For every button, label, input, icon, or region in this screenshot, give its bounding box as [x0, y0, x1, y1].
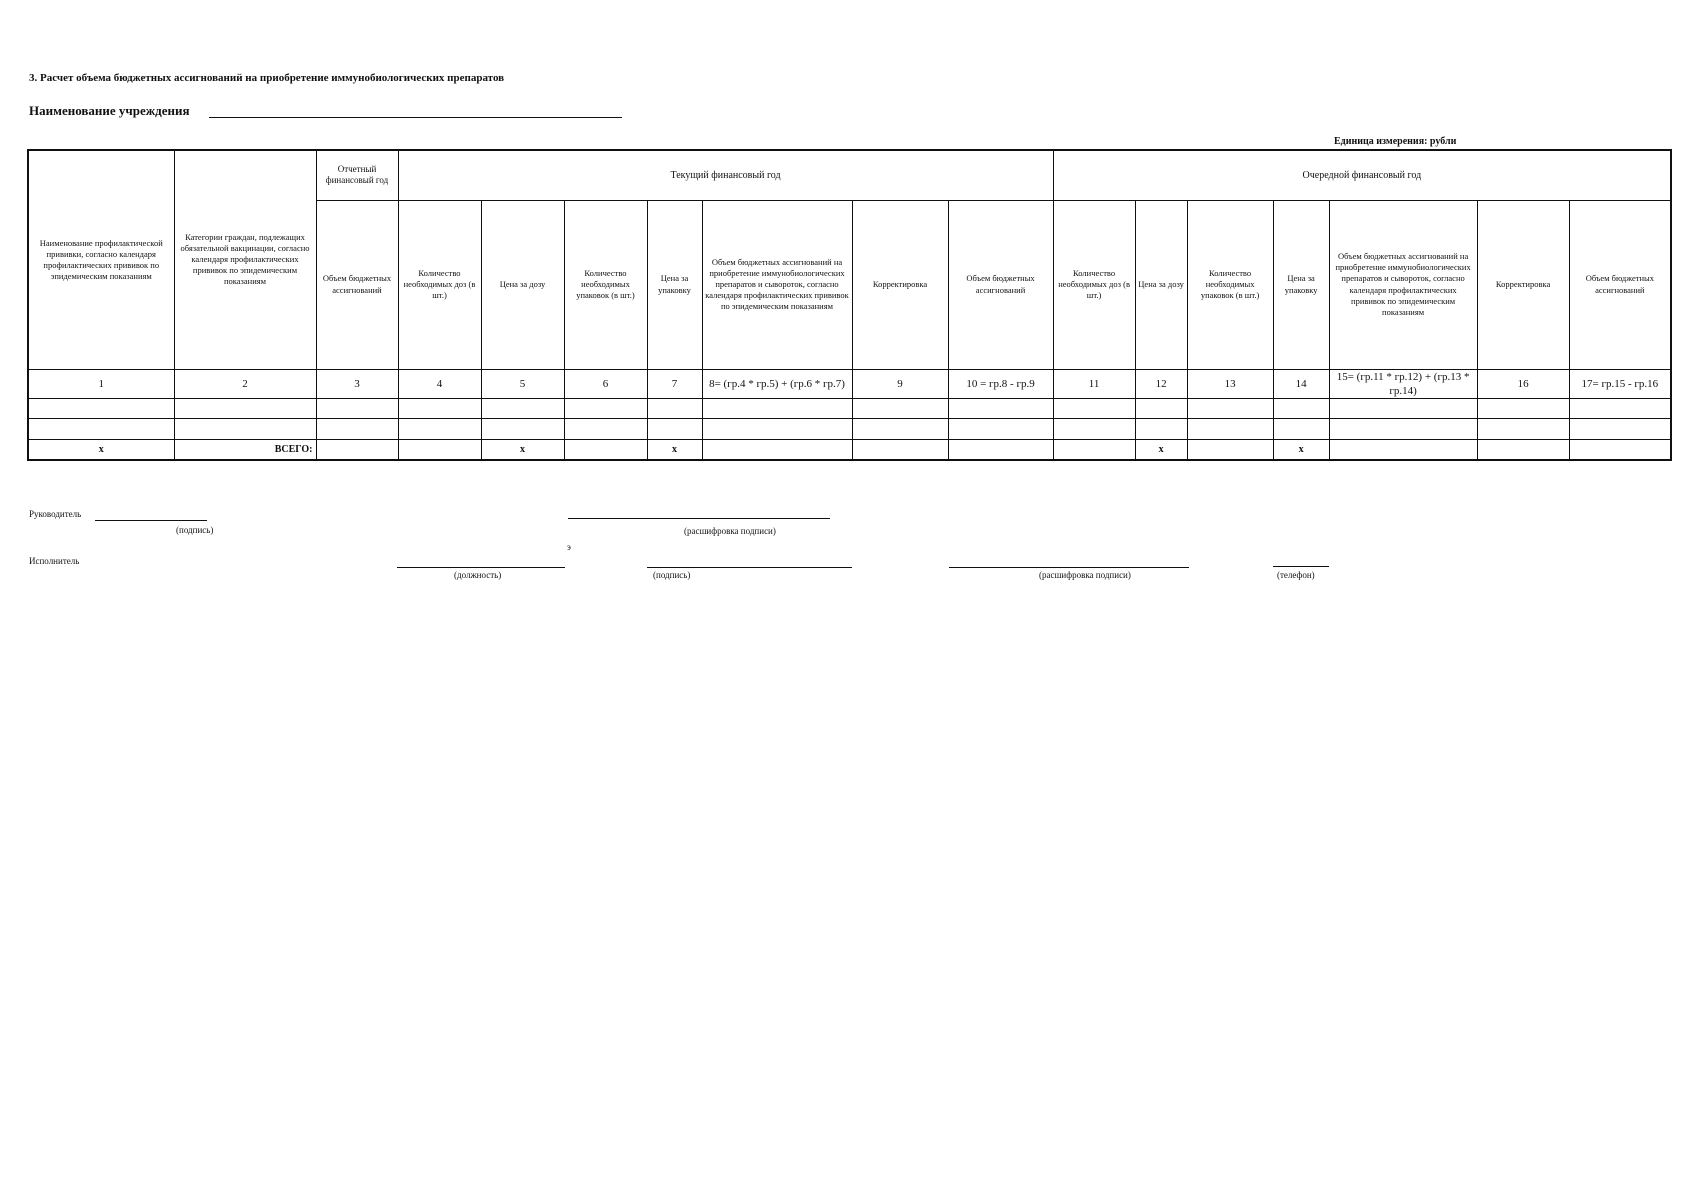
header-next-appropriations: Объем бюджетных ассигнований: [1569, 200, 1671, 369]
col-num-7: 7: [647, 369, 702, 399]
col-num-1: 1: [28, 369, 174, 399]
total-c7: x: [647, 440, 702, 460]
total-c5: x: [481, 440, 564, 460]
head-sign-caption: (подпись): [176, 525, 214, 535]
header-next-package-price: Цена за упаковку: [1273, 200, 1329, 369]
header-dose-price: Цена за дозу: [481, 200, 564, 369]
header-next-dose-price: Цена за дозу: [1135, 200, 1187, 369]
executor-decode-caption: (расшифровка подписи): [1039, 570, 1131, 580]
executor-phone-caption: (телефон): [1277, 570, 1315, 580]
col-num-2: 2: [174, 369, 316, 399]
header-next-adjustment: Корректировка: [1477, 200, 1569, 369]
col-num-12: 12: [1135, 369, 1187, 399]
col-num-11: 11: [1053, 369, 1135, 399]
col-num-5: 5: [481, 369, 564, 399]
stray-mark: э: [567, 542, 571, 552]
column-numbers-row: [28, 369, 1671, 399]
col-num-6: 6: [564, 369, 647, 399]
executor-position-line[interactable]: [397, 567, 565, 568]
head-signature-line[interactable]: [95, 520, 207, 521]
institution-label: Наименование учреждения: [29, 103, 190, 118]
executor-sign-caption: (подпись): [653, 570, 691, 580]
group-current-year: Текущий финансовый год: [398, 150, 1053, 200]
group-reporting-year: Отчетный финансовый год: [316, 150, 398, 200]
header-purchase-appropriations: Объем бюджетных ассигнований на приобретение иммунобиологических препаратов и сывороток, согласно календаря профилактических прививок по эпидемическим показаниям: [702, 200, 852, 369]
col-num-3: 3: [316, 369, 398, 399]
executor-phone-line[interactable]: [1273, 566, 1329, 567]
col-num-16: 16: [1477, 369, 1569, 399]
head-decode-line[interactable]: [568, 518, 830, 519]
table-row[interactable]: [28, 419, 1671, 440]
total-c14: x: [1273, 440, 1329, 460]
header-next-purchase-appropriations: Объем бюджетных ассигнований на приобретение иммунобиологических препаратов и сывороток, согласно календаря профилактических прививок по эпидемическим показаниям: [1329, 200, 1477, 369]
header-doses-count: Количество необходимых доз (в шт.): [398, 200, 481, 369]
executor-position-caption: (должность): [454, 570, 502, 580]
head-label: Руководитель: [29, 509, 82, 519]
total-c12: x: [1135, 440, 1187, 460]
header-next-doses-count: Количество необходимых доз (в шт.): [1053, 200, 1135, 369]
header-package-price: Цена за упаковку: [647, 200, 702, 369]
col-num-17: 17= гр.15 - гр.16: [1569, 369, 1671, 399]
total-label: ВСЕГО:: [174, 440, 316, 460]
col-num-9: 9: [852, 369, 948, 399]
col-num-15: 15= (гр.11 * гр.12) + (гр.13 * гр.14): [1329, 369, 1477, 399]
col-num-8: 8= (гр.4 * гр.5) + (гр.6 * гр.7): [702, 369, 852, 399]
head-decode-caption: (расшифровка подписи): [684, 526, 776, 536]
group-next-year: Очередной финансовый год: [1053, 150, 1671, 200]
table-row[interactable]: [28, 399, 1671, 419]
header-next-packages-count: Количество необходимых упаковок (в шт.): [1187, 200, 1273, 369]
col-num-13: 13: [1187, 369, 1273, 399]
executor-sign-line[interactable]: [647, 567, 852, 568]
header-vaccination-name: Наименование профилактической прививки, согласно календаря профилактических прививок по эпидемическим показаниям: [28, 150, 174, 369]
header-reporting-appropriations: Объем бюджетных ассигнований: [316, 200, 398, 369]
header-citizen-categories: Категории граждан, подлежащих обязательной вакцинации, согласно календаря профилактических прививок по эпидемическим показаниям: [174, 150, 316, 369]
executor-label: Исполнитель: [29, 556, 80, 566]
executor-decode-line[interactable]: [949, 567, 1189, 568]
col-num-10: 10 = гр.8 - гр.9: [948, 369, 1053, 399]
total-row: [28, 440, 1671, 460]
col-num-14: 14: [1273, 369, 1329, 399]
institution-name-field[interactable]: [209, 117, 622, 118]
col-num-4: 4: [398, 369, 481, 399]
header-packages-count: Количество необходимых упаковок (в шт.): [564, 200, 647, 369]
appropriations-table: [27, 149, 1672, 461]
header-appropriations: Объем бюджетных ассигнований: [948, 200, 1053, 369]
header-adjustment: Корректировка: [852, 200, 948, 369]
unit-of-measure: Единица измерения: рубли: [1334, 136, 1457, 147]
total-c1: x: [28, 440, 174, 460]
section-title: 3. Расчет объема бюджетных ассигнований на приобретение иммунобиологических препаратов: [29, 72, 505, 84]
